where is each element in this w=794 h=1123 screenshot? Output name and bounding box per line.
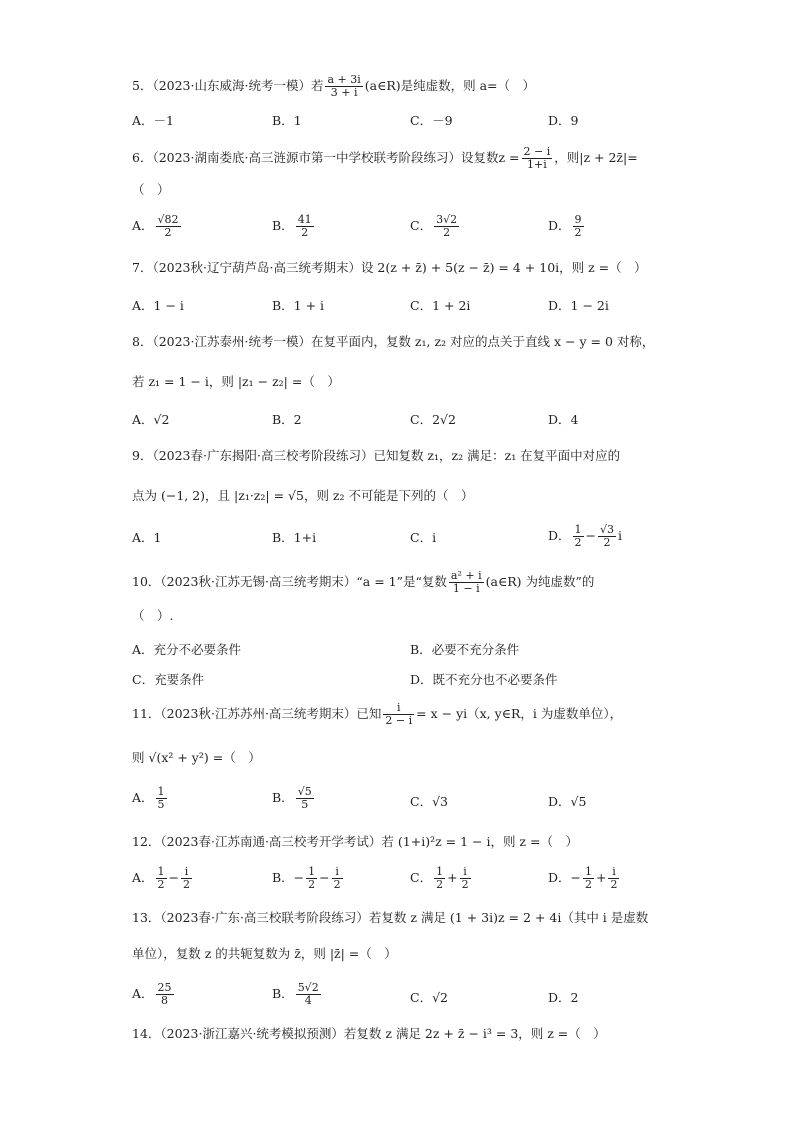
q11-option-b bbox=[272, 786, 316, 811]
q6-line2: （ ） bbox=[132, 182, 170, 197]
q9-d-label: D． bbox=[548, 528, 571, 543]
q12-b-frac2 bbox=[332, 866, 343, 891]
q6-d-label: D． bbox=[548, 218, 571, 233]
q7-options bbox=[132, 296, 692, 318]
q13-a-num: 25 bbox=[157, 981, 172, 994]
q12-options bbox=[132, 866, 692, 896]
q9-d-den1: 2 bbox=[574, 536, 582, 549]
q5-option-c: C．－9 bbox=[410, 113, 453, 128]
q6-a-den: 2 bbox=[164, 226, 172, 239]
q9-d-frac2 bbox=[598, 524, 616, 549]
q12-d-label: D．− bbox=[548, 870, 581, 885]
q9-option-d bbox=[548, 524, 622, 549]
q11-option-d: D．√5 bbox=[548, 794, 587, 809]
q12-a-label: A． bbox=[132, 870, 154, 885]
q8-option-c: C．2√2 bbox=[410, 412, 456, 427]
q10-tail: (a∈R) 为纯虚数”的 bbox=[485, 574, 595, 589]
q6-options bbox=[132, 214, 692, 244]
question-8-line2: 若 z₁ = 1 − i，则 |z₁ − z₂| =（ ） bbox=[132, 374, 340, 389]
q10-fraction bbox=[449, 570, 484, 595]
q5-frac-num: a + 3i bbox=[327, 73, 361, 86]
q5-options bbox=[132, 111, 692, 133]
q12-b-den1: 2 bbox=[308, 878, 316, 891]
q6-a-label: A． bbox=[132, 218, 154, 233]
q12-b-frac1 bbox=[306, 866, 317, 891]
q9-d-tail: i bbox=[618, 528, 623, 543]
q5-lead: 5．（2023·山东威海·统考一模）若 bbox=[132, 78, 324, 93]
q6-fraction bbox=[522, 146, 553, 171]
q6-b-label: B． bbox=[272, 218, 294, 233]
q12-a-num1: 1 bbox=[157, 865, 165, 878]
q12-d-num2: i bbox=[608, 866, 619, 879]
q11-b-label: B． bbox=[272, 790, 294, 805]
q11-options bbox=[132, 786, 692, 816]
q12-b-num2: i bbox=[332, 866, 343, 879]
q12-b-den2: 2 bbox=[333, 878, 341, 891]
q12-d-frac2 bbox=[608, 866, 619, 891]
q7-option-d: D．1 − 2i bbox=[548, 298, 609, 313]
question-6 bbox=[132, 146, 692, 171]
q12-d-frac1 bbox=[583, 866, 594, 891]
q9-option-b: B．1+i bbox=[272, 530, 317, 545]
q9-options bbox=[132, 524, 692, 554]
q12-d-den2: 2 bbox=[610, 878, 618, 891]
q12-d-op: + bbox=[596, 870, 607, 885]
q11-b-den: 5 bbox=[301, 798, 309, 811]
q6-line1: 6．（2023·湖南娄底·高三涟源市第一中学校联考阶段练习）设复数 bbox=[132, 150, 499, 165]
q12-b-op: − bbox=[319, 870, 330, 885]
q5-option-a: A．－1 bbox=[132, 113, 174, 128]
q12-a-op: − bbox=[168, 870, 180, 885]
q10-line2: （ ）. bbox=[132, 608, 174, 623]
q10-lead: 10．（2023秋·江苏无锡·高三统考期末）“a = 1”是“复数 bbox=[132, 574, 447, 589]
q12-c-frac1 bbox=[434, 866, 445, 891]
q12-c-num1: 1 bbox=[436, 865, 444, 878]
q12-option-d bbox=[548, 866, 621, 891]
q11-b-frac bbox=[296, 786, 314, 811]
q6-c-num: 3√2 bbox=[436, 213, 458, 226]
q5-tail: (a∈R)是纯虚数，则 a=（ ） bbox=[364, 78, 536, 93]
q12-c-frac2 bbox=[460, 866, 471, 891]
q6-option-c bbox=[410, 214, 461, 239]
q13-option-d: D．2 bbox=[548, 990, 579, 1005]
q10-options-row2 bbox=[132, 670, 692, 692]
question-9-line2: 点为 (−1, 2)，且 |z₁·z₂| = √5，则 z₂ 不可能是下列的（ ） bbox=[132, 488, 474, 503]
q10-option-b: B．必要不充分条件 bbox=[410, 642, 520, 657]
q7-option-b: B．1 + i bbox=[272, 298, 325, 313]
q6-option-b bbox=[272, 214, 316, 239]
q6-b-num: 41 bbox=[297, 213, 312, 226]
q10-frac-num: a² + i bbox=[450, 569, 482, 582]
q8-option-b: B．2 bbox=[272, 412, 302, 427]
q11-line2: 则 √(x² + y²) =（ ） bbox=[132, 750, 261, 765]
q13-b-frac bbox=[296, 982, 321, 1007]
q13-option-b bbox=[272, 982, 323, 1007]
q6-a-frac bbox=[156, 214, 181, 239]
q10-option-d: D．既不充分也不必要条件 bbox=[410, 672, 558, 687]
q13-a-den: 8 bbox=[161, 994, 169, 1007]
q12-option-c bbox=[410, 866, 473, 891]
q7-option-a: A．1 − i bbox=[132, 298, 184, 313]
q11-frac-den: 2 − i bbox=[385, 714, 413, 727]
q11-frac-num: i bbox=[383, 702, 414, 715]
q11-b-num: √5 bbox=[297, 785, 312, 798]
q13-option-a bbox=[132, 982, 176, 1007]
q6-d-num: 9 bbox=[574, 213, 582, 226]
question-14: 14．（2023·浙江嘉兴·统考模拟预测）若复数 z 满足 2z + z̄ − i³ = 3，则 z =（ ） bbox=[132, 1026, 606, 1041]
q12-b-label: B．− bbox=[272, 870, 305, 885]
question-12: 12．（2023春·江苏南通·高三校考开学考试）若 (1+i)²z = 1 − i，则 z =（ ） bbox=[132, 834, 578, 849]
q6-c-frac bbox=[434, 214, 459, 239]
q12-a-num2: i bbox=[181, 866, 192, 879]
q13-a-label: A． bbox=[132, 986, 154, 1001]
q13-option-c: C．√2 bbox=[410, 990, 448, 1005]
q6-option-a bbox=[132, 214, 183, 239]
q13-b-den: 4 bbox=[304, 994, 312, 1007]
q6-tail: ，则|z + 2z̄|= bbox=[554, 150, 638, 165]
q11-fraction bbox=[383, 702, 414, 727]
q11-option-a bbox=[132, 786, 169, 811]
q12-c-op: + bbox=[447, 870, 458, 885]
q12-d-den1: 2 bbox=[585, 878, 592, 891]
q12-option-b bbox=[272, 866, 345, 891]
q6-frac-num: 2 − i bbox=[523, 145, 551, 158]
q9-d-frac1 bbox=[573, 524, 584, 549]
q12-c-den1: 2 bbox=[436, 878, 444, 891]
q11-a-frac bbox=[156, 786, 167, 811]
q13-a-frac bbox=[156, 982, 174, 1007]
q11-lead: 11．（2023秋·江苏苏州·高三统考期末）已知 bbox=[132, 706, 382, 721]
q6-d-den: 2 bbox=[574, 226, 582, 239]
q12-d-num1: 1 bbox=[585, 865, 592, 878]
q5-fraction bbox=[325, 74, 362, 99]
q10-option-c: C．充要条件 bbox=[132, 672, 205, 687]
q5-frac-den: 3 + i bbox=[330, 86, 358, 99]
q9-d-num1: 1 bbox=[574, 523, 582, 536]
q6-a-num: √82 bbox=[157, 213, 179, 226]
q13-b-num: 5√2 bbox=[297, 981, 319, 994]
q12-a-den1: 2 bbox=[157, 878, 165, 891]
q9-d-den2: 2 bbox=[603, 536, 611, 549]
q11-a-den: 5 bbox=[157, 798, 165, 811]
question-9-line1: 9．（2023春·广东揭阳·高三校考阶段练习）已知复数 z₁，z₂ 满足：z₁ 在复平面中对应的 bbox=[132, 448, 621, 463]
q6-option-d bbox=[548, 214, 586, 239]
q9-d-mid: − bbox=[585, 528, 597, 543]
question-5 bbox=[132, 74, 692, 99]
question-10 bbox=[132, 570, 692, 595]
q11-option-c: C．√3 bbox=[410, 794, 448, 809]
q11-a-label: A． bbox=[132, 790, 154, 805]
q5-option-b: B．1 bbox=[272, 113, 302, 128]
q6-d-frac bbox=[573, 214, 584, 239]
q10-option-a: A．充分不必要条件 bbox=[132, 642, 242, 657]
q12-c-den2: 2 bbox=[461, 878, 469, 891]
question-13-line1: 13．（2023春·广东·高三校联考阶段练习）若复数 z 满足 (1 + 3i)z = 2 + 4i（其中 i 是虚数 bbox=[132, 910, 649, 925]
q6-z-eq: z = bbox=[498, 150, 520, 165]
q12-a-frac1 bbox=[156, 866, 167, 891]
q6-frac-den: 1+i bbox=[527, 158, 547, 171]
q12-c-label: C． bbox=[410, 870, 433, 885]
q13-options bbox=[132, 982, 692, 1012]
q11-tail: = x − yi（x, y∈R，i 为虚数单位）， bbox=[416, 706, 623, 721]
q8-options bbox=[132, 410, 692, 432]
q5-option-d: D．9 bbox=[548, 113, 579, 128]
question-13-line2: 单位），复数 z 的共轭复数为 z̄，则 |z̄| =（ ） bbox=[132, 946, 397, 961]
q12-a-den2: 2 bbox=[183, 878, 191, 891]
q13-b-label: B． bbox=[272, 986, 294, 1001]
q6-c-den: 2 bbox=[443, 226, 451, 239]
question-11 bbox=[132, 702, 692, 727]
q12-option-a bbox=[132, 866, 194, 891]
q9-option-c: C．i bbox=[410, 530, 437, 545]
q6-b-frac bbox=[296, 214, 314, 239]
q6-b-den: 2 bbox=[301, 226, 309, 239]
q9-d-num2: √3 bbox=[600, 523, 615, 536]
q10-options-row1 bbox=[132, 640, 692, 662]
q9-option-a: A．1 bbox=[132, 530, 162, 545]
q12-a-frac2 bbox=[181, 866, 192, 891]
q10-frac-den: 1 − i bbox=[452, 582, 480, 595]
question-8-line1: 8．（2023·江苏泰州·统考一模）在复平面内，复数 z₁, z₂ 对应的点关于直线 x − y = 0 对称， bbox=[132, 334, 655, 349]
q12-c-num2: i bbox=[460, 866, 471, 879]
q12-b-num1: 1 bbox=[308, 865, 316, 878]
q8-option-d: D．4 bbox=[548, 412, 579, 427]
q11-a-num: 1 bbox=[157, 785, 165, 798]
q7-option-c: C．1 + 2i bbox=[410, 298, 471, 313]
q6-c-label: C． bbox=[410, 218, 433, 233]
q8-option-a: A．√2 bbox=[132, 412, 170, 427]
question-7: 7．（2023秋·辽宁葫芦岛·高三统考期末）设 2(z + z̄) + 5(z − z̄) = 4 + 10i，则 z =（ ） bbox=[132, 260, 647, 275]
